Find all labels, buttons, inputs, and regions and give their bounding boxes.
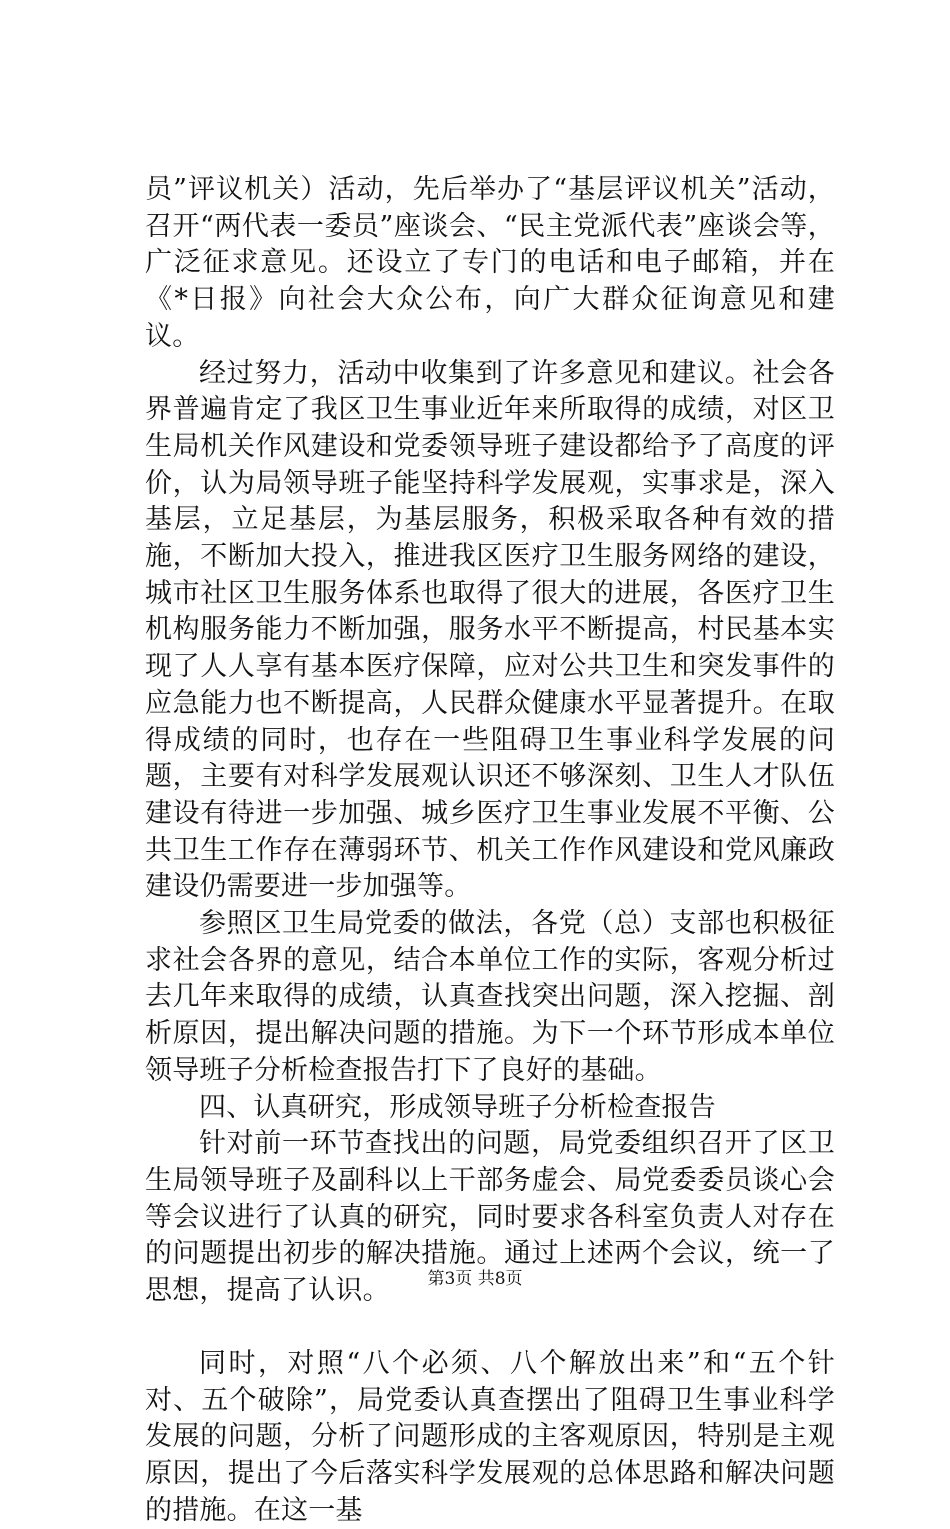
paragraph-2: 经过努力，活动中收集到了许多意见和建议。社会各界普遍肯定了我区卫生事业近年来所取得的成绩，对区卫生局机关作风建设和党委领导班子建设都给予了高度的评价，认为局领导班子能坚持科学发展观，实事求是，深入基层，立足基层，为基层服务，积极采取各种有效的措施，不断加大投入，推进我区医疗卫生服务网络的建设，城市社区卫生服务体系也取得了很大的进展，各医疗卫生机构服务能力不断加强，服务水平不断提高，村民基本实现了人人享有基本医疗保障，应对公共卫生和突发事件的应急能力也不断提高，人民群众健康水平显著提升。在取得成绩的同时，也存在一些阻碍卫生事业科学发展的问题，主要有对科学发展观认识还不够深刻、卫生人才队伍建设有待进一步加强、城乡医疗卫生事业发展不平衡、公共卫生工作存在薄弱环节、机关工作作风建设和党风廉政建设仍需要进一步加强等。 [145,357,835,903]
paragraph-1: 员”评议机关）活动，先后举办了“基层评议机关”活动，召开“两代表一委员”座谈会、“民主党派代表”座谈会等，广泛征求意见。还设立了专门的电话和电子邮箱，并在《*日报》向社会大众公布，向广大群众征询意见和建议。 [145,174,835,352]
page-number-footer: 第3页 共8页 [427,1269,523,1289]
paragraph-4: 针对前一环节查找出的问题，局党委组织召开了区卫生局领导班子及副科以上干部务虚会、局党委委员谈心会等会议进行了认真的研究，同时要求各科室负责人对存在的问题提出初步的解决措施。通过上述两个会议，统一了思想，提高了认识。 [145,1128,835,1307]
paragraph-5: 同时，对照“八个必须、八个解放出来”和“五个针对、五个破除”，局党委认真查摆出了阻碍卫生事业科学发展的问题，分析了问题形成的主客观原因，特别是主观原因，提出了今后落实科学发展观的总体思路和解决问题的措施。在这一基 [145,1347,835,1526]
document-body [145,172,835,1529]
section-heading: 四、认真研究，形成领导班子分析检查报告 [199,1091,716,1123]
paragraph-3: 参照区卫生局党委的做法，各党（总）支部也积极征求社会各界的意见，结合本单位工作的实际，客观分析过去几年来取得的成绩，认真查找突出问题，深入挖掘、剖析原因，提出解决问题的措施。为下一个环节形成本单位领导班子分析检查报告打下了良好的基础。 [145,908,835,1086]
